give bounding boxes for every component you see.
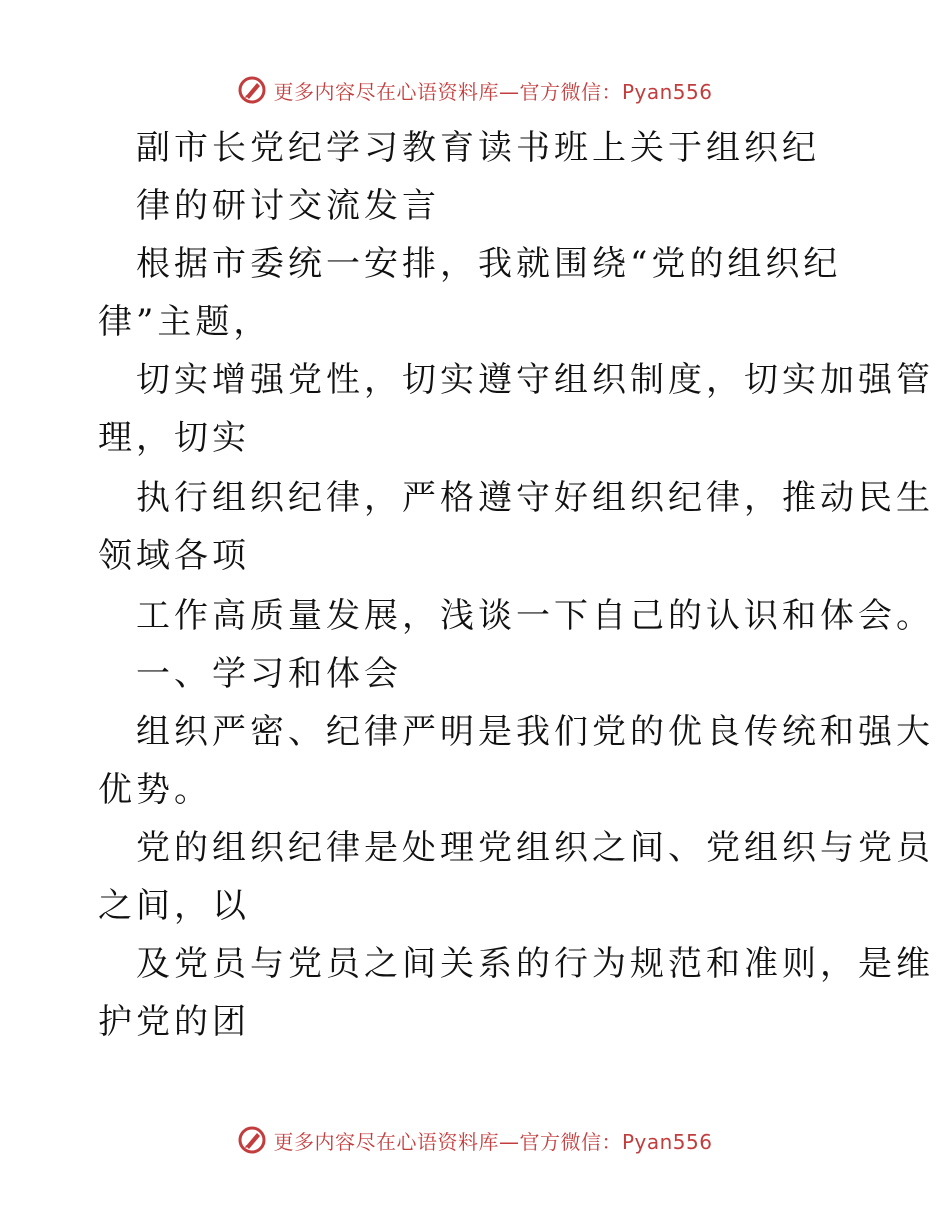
paragraph-line: 党的组织纪律是处理党组织之间、党组织与党员: [136, 828, 934, 868]
paragraph-line: 理，切实: [98, 418, 250, 458]
paragraph-line: 领域各项: [98, 536, 250, 576]
section-heading: 一、学习和体会: [136, 654, 402, 694]
pen-circle-logo-icon: [237, 1125, 267, 1155]
doc-title-line-1: 副市长党纪学习教育读书班上关于组织纪: [136, 128, 820, 168]
watermark-text: 更多内容尽在心语资料库—官方微信：Pyan556: [273, 79, 713, 104]
doc-title-line-2: 律的研讨交流发言: [136, 186, 440, 226]
paragraph-line: 执行组织纪律，严格遵守好组织纪律，推动民生: [136, 478, 934, 518]
paragraph-line: 组织严密、纪律严明是我们党的优良传统和强大: [136, 712, 934, 752]
paragraph-line: 律”主题，: [98, 302, 272, 342]
paragraph-line: 根据市委统一安排，我就围绕“党的组织纪: [136, 244, 842, 284]
watermark-text: 更多内容尽在心语资料库—官方微信：Pyan556: [273, 1129, 713, 1154]
paragraph-line: 工作高质量发展，浅谈一下自己的认识和体会。: [136, 596, 934, 636]
paragraph-line: 护党的团: [98, 1002, 250, 1042]
paragraph-line: 优势。: [98, 770, 212, 810]
watermark-header: [0, 70, 950, 110]
paragraph-line: 之间，以: [98, 886, 250, 926]
paragraph-line: 及党员与党员之间关系的行为规范和准则，是维: [136, 944, 934, 984]
paragraph-line: 切实增强党性，切实遵守组织制度，切实加强管: [136, 360, 934, 400]
watermark-footer: [0, 1120, 950, 1160]
pen-circle-logo-icon: [237, 75, 267, 105]
